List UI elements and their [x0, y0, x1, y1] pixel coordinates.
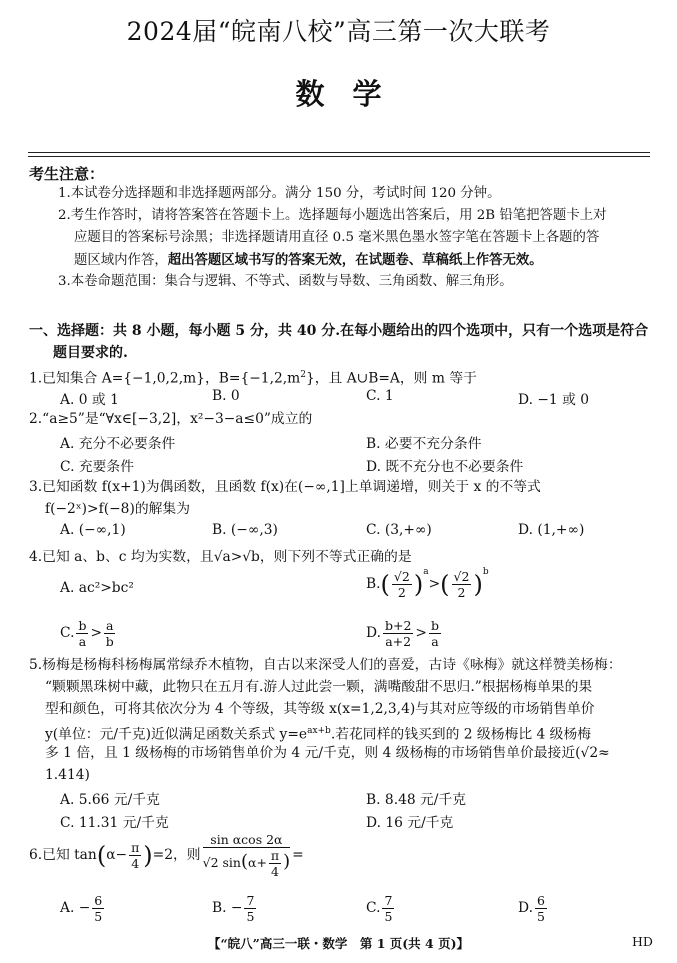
q4-option-a: A. ac²>bc² — [60, 580, 134, 596]
question-5-line-6: 1.414) — [45, 767, 90, 783]
section-1-line-2: 题目要求的. — [53, 345, 128, 361]
numerator: sin αcos 2α — [203, 832, 291, 848]
paren: ( — [380, 570, 390, 599]
denominator: b — [105, 634, 114, 649]
note-2-line-1: 2.考生作答时，请将答案答在答题卡上。选择题每小题选出答案后，用 2B 铅笔把答题卡上对 — [58, 208, 607, 223]
denominator: a+2 — [385, 634, 412, 649]
q6-den-arg: α+ — [248, 855, 267, 870]
paren: ( — [440, 570, 450, 599]
numerator: √2 — [393, 569, 410, 584]
q2-option-b: B. 必要不充分条件 — [366, 436, 482, 452]
numerator: a — [106, 618, 114, 633]
denominator: a — [78, 634, 87, 649]
numerator: √2 — [453, 569, 470, 584]
equals-sign: = — [292, 847, 304, 863]
paren: ) — [283, 851, 291, 872]
note-3: 3.本卷命题范围：集合与逻辑、不等式、函数与导数、三角函数、解三角形。 — [58, 274, 513, 289]
page-footer: 【“皖八”高三一联・数学 第 1 页(共 4 页)】 — [207, 936, 469, 951]
question-1-stem — [29, 364, 477, 390]
q1-option-c: C. 1 — [366, 388, 394, 404]
question-5-line-2: “颗颗黑珠树中藏，此物只在五月有.游人过此尝一颗，满嘴酸甜不思归.”根据杨梅单果的果 — [45, 679, 593, 695]
paren: ) — [413, 570, 424, 599]
q1-stem-part-a: 1.已知集合 A={−1,0,2,m}，B={−1,2,m — [29, 370, 301, 387]
option-label: B. − — [212, 900, 243, 916]
paren: ) — [143, 841, 153, 870]
denominator: 5 — [536, 909, 545, 924]
fraction — [244, 893, 256, 924]
exam-title: 2024届“皖南八校”高三第一次大联考 — [126, 17, 551, 46]
numerator: b — [78, 618, 87, 633]
section-1-heading — [29, 320, 648, 364]
q1-option-b: B. 0 — [212, 388, 240, 404]
denominator: 5 — [246, 909, 255, 924]
q4-b-label: B. — [366, 576, 381, 592]
q6-arg: α− — [106, 847, 128, 863]
q5-exponent: ax+b — [307, 726, 331, 736]
section-1-line-1: 一、选择题：共 8 小题，每小题 5 分，共 40 分.在每小题给出的四个选项中，只有一个选项是符合 — [29, 323, 649, 339]
numerator: π — [270, 848, 280, 863]
q5-option-b: B. 8.48 元/千克 — [366, 792, 467, 808]
q4-b-fraction-1 — [392, 569, 412, 600]
numerator: 6 — [94, 893, 103, 908]
fraction — [76, 618, 88, 649]
fraction — [104, 618, 115, 649]
q1-option-a: A. 0 或 1 — [60, 392, 119, 408]
q4-option-d — [366, 618, 443, 649]
q1-sup: 2 — [300, 370, 306, 380]
paren: ) — [473, 570, 483, 599]
q2-option-a: A. 充分不必要条件 — [60, 436, 176, 452]
notes-heading: 考生注意： — [29, 165, 105, 183]
numerator: b — [430, 618, 439, 633]
q3-option-a: A. (−∞,1) — [60, 522, 126, 538]
option-label: C. — [366, 900, 381, 916]
note-2-text: 题区域内作答， — [74, 253, 168, 268]
q2-option-c: C. 充要条件 — [60, 459, 135, 475]
q6-option-b — [212, 893, 258, 924]
denominator: 2 — [397, 585, 406, 600]
q5-line-4-b: .若花同样的钱买到的 2 级杨梅比 4 级杨梅 — [330, 726, 592, 743]
note-2-line-3 — [74, 249, 543, 272]
q4-c-label: C. — [60, 625, 75, 641]
q5-option-a: A. 5.66 元/千克 — [60, 792, 160, 808]
numerator: 7 — [246, 893, 255, 908]
question-5-line-5: 多 1 倍，且 1 级杨梅的市场销售单价为 4 元/千克，则 4 级杨梅的市场销售单价最接近(√2≈ — [45, 745, 610, 761]
paren: ( — [240, 851, 248, 872]
question-5-line-1: 5.杨梅是杨梅科杨梅属常绿乔木植物，自古以来深受人们的喜爱，古诗《咏梅》就这样赞美杨梅： — [29, 657, 622, 673]
gt-sign: > — [428, 576, 441, 592]
denominator: a — [431, 634, 439, 649]
numerator: 6 — [536, 893, 545, 908]
numerator: π — [131, 840, 140, 855]
fraction — [92, 893, 104, 924]
q6-den-a: √2 sin — [202, 855, 241, 870]
question-6-stem — [29, 832, 304, 879]
exponent: a — [423, 567, 429, 577]
exponent: b — [482, 567, 489, 577]
q5-line-4-a: y(单位：元/千克)近似满足函数关系式 y=e — [45, 726, 308, 743]
q2-option-d: D. 既不充分也不必要条件 — [366, 459, 524, 475]
numerator: 7 — [384, 893, 393, 908]
fraction — [535, 893, 547, 924]
question-2-stem: 2.“a≥5”是“∀x∈[−3,2]，x²−3−a≤0”成立的 — [29, 411, 313, 427]
q4-b-fraction-2 — [452, 569, 472, 600]
q5-option-c: C. 11.31 元/千克 — [60, 815, 169, 831]
q1-stem-part-b: }，且 A∪B=A，则 m 等于 — [305, 370, 477, 387]
denominator: 4 — [131, 856, 140, 871]
gt-sign: > — [90, 625, 103, 641]
question-5-line-3: 型和颜色，可将其依次分为 4 个等级，其等级 x(x=1,2,3,4)与其对应等级的市场销售单价 — [45, 701, 595, 717]
denominator: 5 — [94, 909, 103, 924]
q6-option-c — [366, 893, 396, 924]
fraction — [383, 618, 413, 649]
q3-option-d: D. (1,+∞) — [518, 522, 585, 538]
q6-main-fraction — [203, 832, 291, 879]
q6-tan: 6.已知 tan — [29, 847, 97, 863]
fraction — [429, 618, 441, 649]
q6-option-a — [60, 893, 106, 924]
note-1: 1.本试卷分选择题和非选择题两部分。满分 150 分，考试时间 120 分钟。 — [58, 186, 501, 201]
fraction — [129, 840, 141, 871]
q4-d-label: D. — [366, 625, 381, 641]
q4-option-c — [60, 618, 117, 649]
denominator: 2 — [457, 585, 466, 600]
footer-code: HD — [632, 934, 653, 949]
denominator — [203, 848, 291, 879]
denominator: 5 — [384, 909, 393, 924]
q3-option-b: B. (−∞,3) — [212, 522, 278, 538]
fraction — [382, 893, 394, 924]
q4-option-b — [366, 567, 489, 600]
question-3-stem-line-1: 3.已知函数 f(x+1)为偶函数，且函数 f(x)在(−∞,1]上单调递增，则关于 x 的不等式 — [29, 479, 541, 495]
q3-option-c: C. (3,+∞) — [366, 522, 432, 538]
option-label: D. — [518, 900, 533, 916]
q1-option-d: D. −1 或 0 — [518, 392, 590, 408]
note-2-emphasis: 超出答题区域书写的答案无效，在试题卷、草稿纸上作答无效。 — [167, 252, 543, 268]
numerator: b+2 — [384, 618, 412, 633]
option-label: A. − — [60, 900, 91, 916]
header-divider-bottom — [28, 156, 650, 157]
q5-option-d: D. 16 元/千克 — [366, 815, 454, 831]
q6-stem-b: =2，则 — [152, 847, 201, 863]
question-4-stem: 4.已知 a、b、c 均为实数，且√a>√b，则下列不等式正确的是 — [29, 549, 412, 565]
q6-option-d — [518, 893, 549, 924]
header-divider-top — [28, 152, 650, 153]
subject-title: 数学 — [295, 77, 410, 111]
note-2-line-2: 应题目的答案标号涂黑；非选择题请用直径 0.5 毫米黑色墨水签字笔在答题卡上各题的答 — [74, 230, 600, 245]
question-3-stem-line-2: f(−2ˣ)>f(−8)的解集为 — [45, 501, 191, 517]
denominator: 4 — [271, 864, 279, 879]
fraction — [269, 848, 281, 879]
gt-sign: > — [415, 625, 427, 641]
paren: ( — [96, 841, 107, 870]
